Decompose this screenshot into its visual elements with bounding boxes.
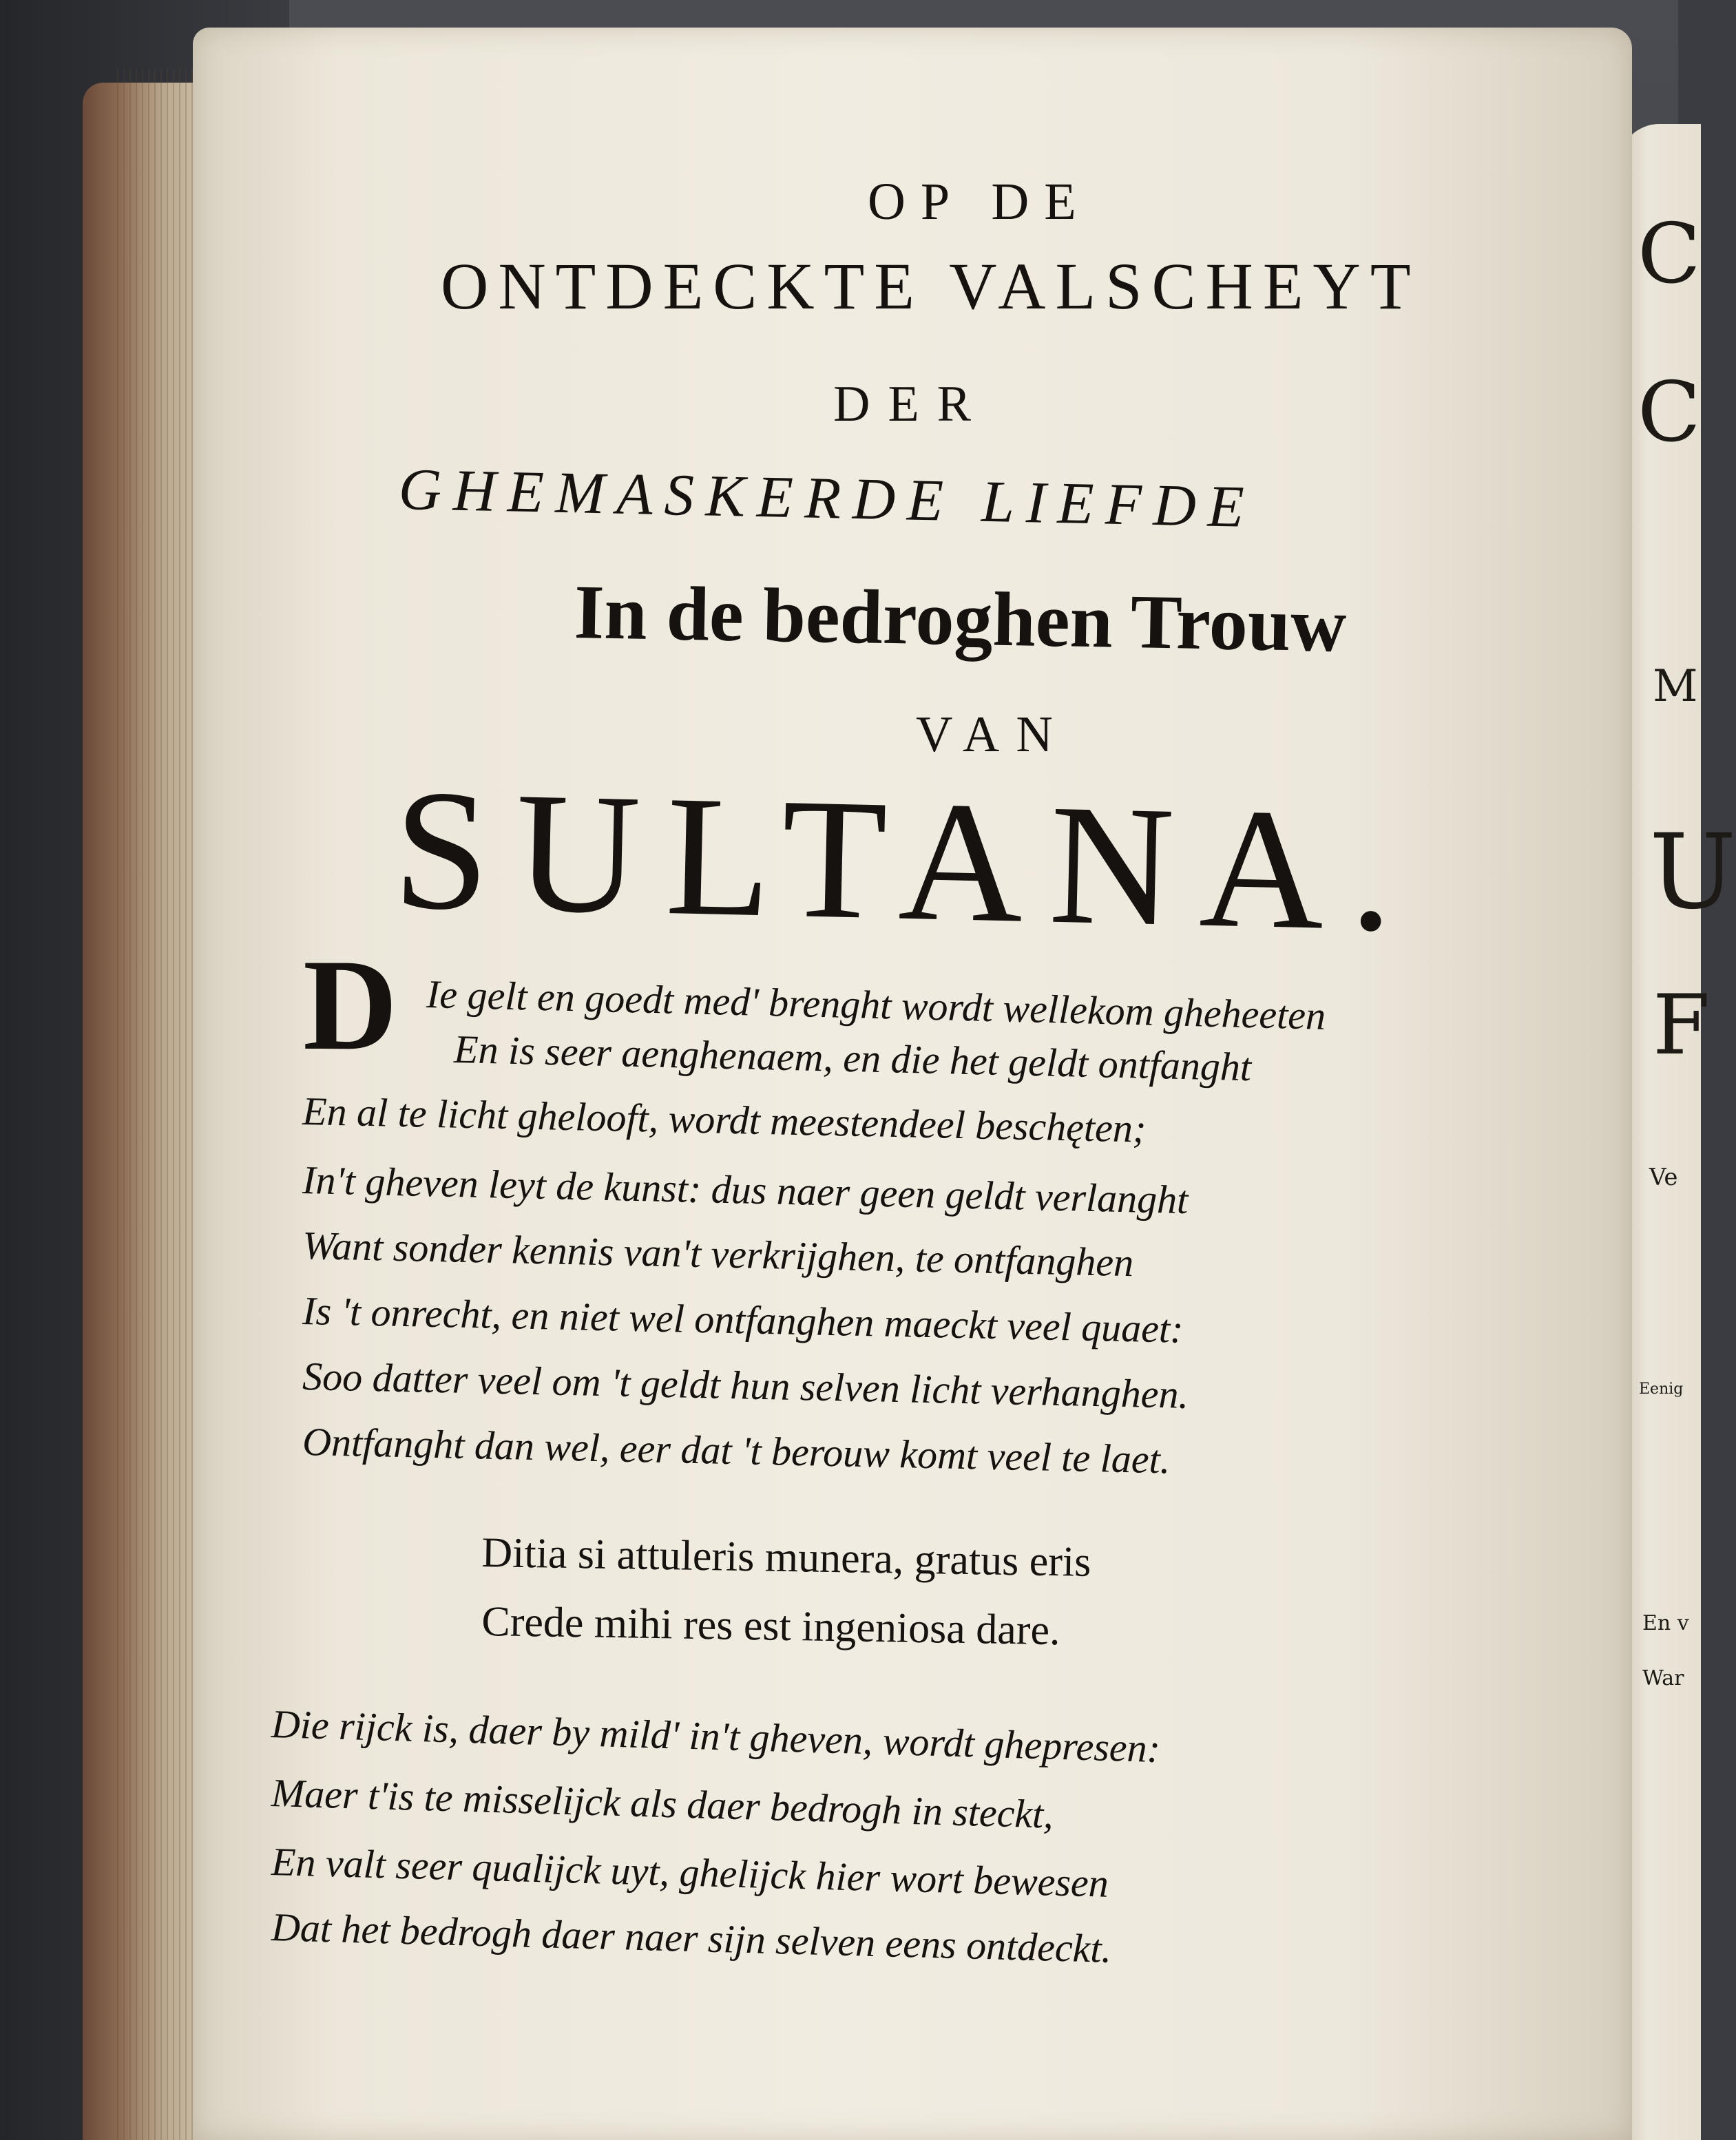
title-line-op-de: OP DE [868, 173, 1091, 231]
verse2-line: Die rijck is, daer by mild' in't gheven, wordt ghepresen: [271, 1701, 1161, 1772]
latin-line: Crede mihi res est ingeniosa dare. [481, 1597, 1061, 1655]
adjacent-page-fragment: Ve [1649, 1164, 1678, 1191]
verse1-line: In't gheven leyt de kunst: dus naer geen geldt verlanght [302, 1157, 1189, 1223]
adjacent-page-fragment: M [1653, 661, 1698, 712]
verse1-line: Ie gelt en goedt med' brenght wordt wellekom gheheeten [426, 971, 1326, 1038]
verse1-line: Ontfanght dan wel, eer dat 't berouw komt veel te laet. [302, 1418, 1171, 1482]
verse1-line: Want sonder kennis van't verkrijghen, te ontfanghen [302, 1222, 1134, 1286]
title-line-sultana: SULTANA. [391, 753, 1422, 968]
verse1-line: Soo datter veel om 't geldt hun selven licht verhanghen. [302, 1353, 1189, 1417]
drop-cap: D [303, 933, 398, 1078]
adjacent-page-fragment: U [1649, 812, 1736, 932]
title-line-ontdeckte-valscheyt: ONTDECKTE VALSCHEYT [441, 249, 1421, 323]
title-line-van: VAN [916, 706, 1069, 763]
verse2-line: Maer t'is te misselijck als daer bedrogh in steckt, [271, 1770, 1054, 1837]
title-line-der: DER [833, 376, 989, 432]
verse2-line: Dat het bedrogh daer naer sijn selven eens ontdeckt. [271, 1904, 1112, 1971]
latin-line: Ditia si attuleris munera, gratus eris [481, 1529, 1091, 1586]
verse1-line: En is seer aenghenaem, en die het geldt ontfanght [453, 1026, 1252, 1090]
title-line-bedroghen-trouw: In de bedroghen Trouw [573, 569, 1348, 669]
adjacent-page-fragment: Eenig [1639, 1381, 1684, 1398]
adjacent-page-fragment: C [1638, 207, 1701, 302]
verse2-line: En valt seer qualijck uyt, ghelijck hier wort bewesen [271, 1838, 1109, 1906]
adjacent-page-fragment: War [1642, 1666, 1684, 1690]
title-line-ghemaskerde-liefde: GHEMASKERDE LIEFDE [397, 455, 1257, 541]
verse1-line: En al te licht ghelooft, wordt meestendeel beschęten; [302, 1088, 1147, 1151]
adjacent-page-fragment: F [1653, 978, 1711, 1073]
adjacent-page-fragment: En v [1642, 1611, 1689, 1635]
adjacent-page-fragment: C [1638, 365, 1701, 461]
verse1-line: Is 't onrecht, en niet wel ontfanghen maeckt veel quaet: [302, 1288, 1184, 1352]
